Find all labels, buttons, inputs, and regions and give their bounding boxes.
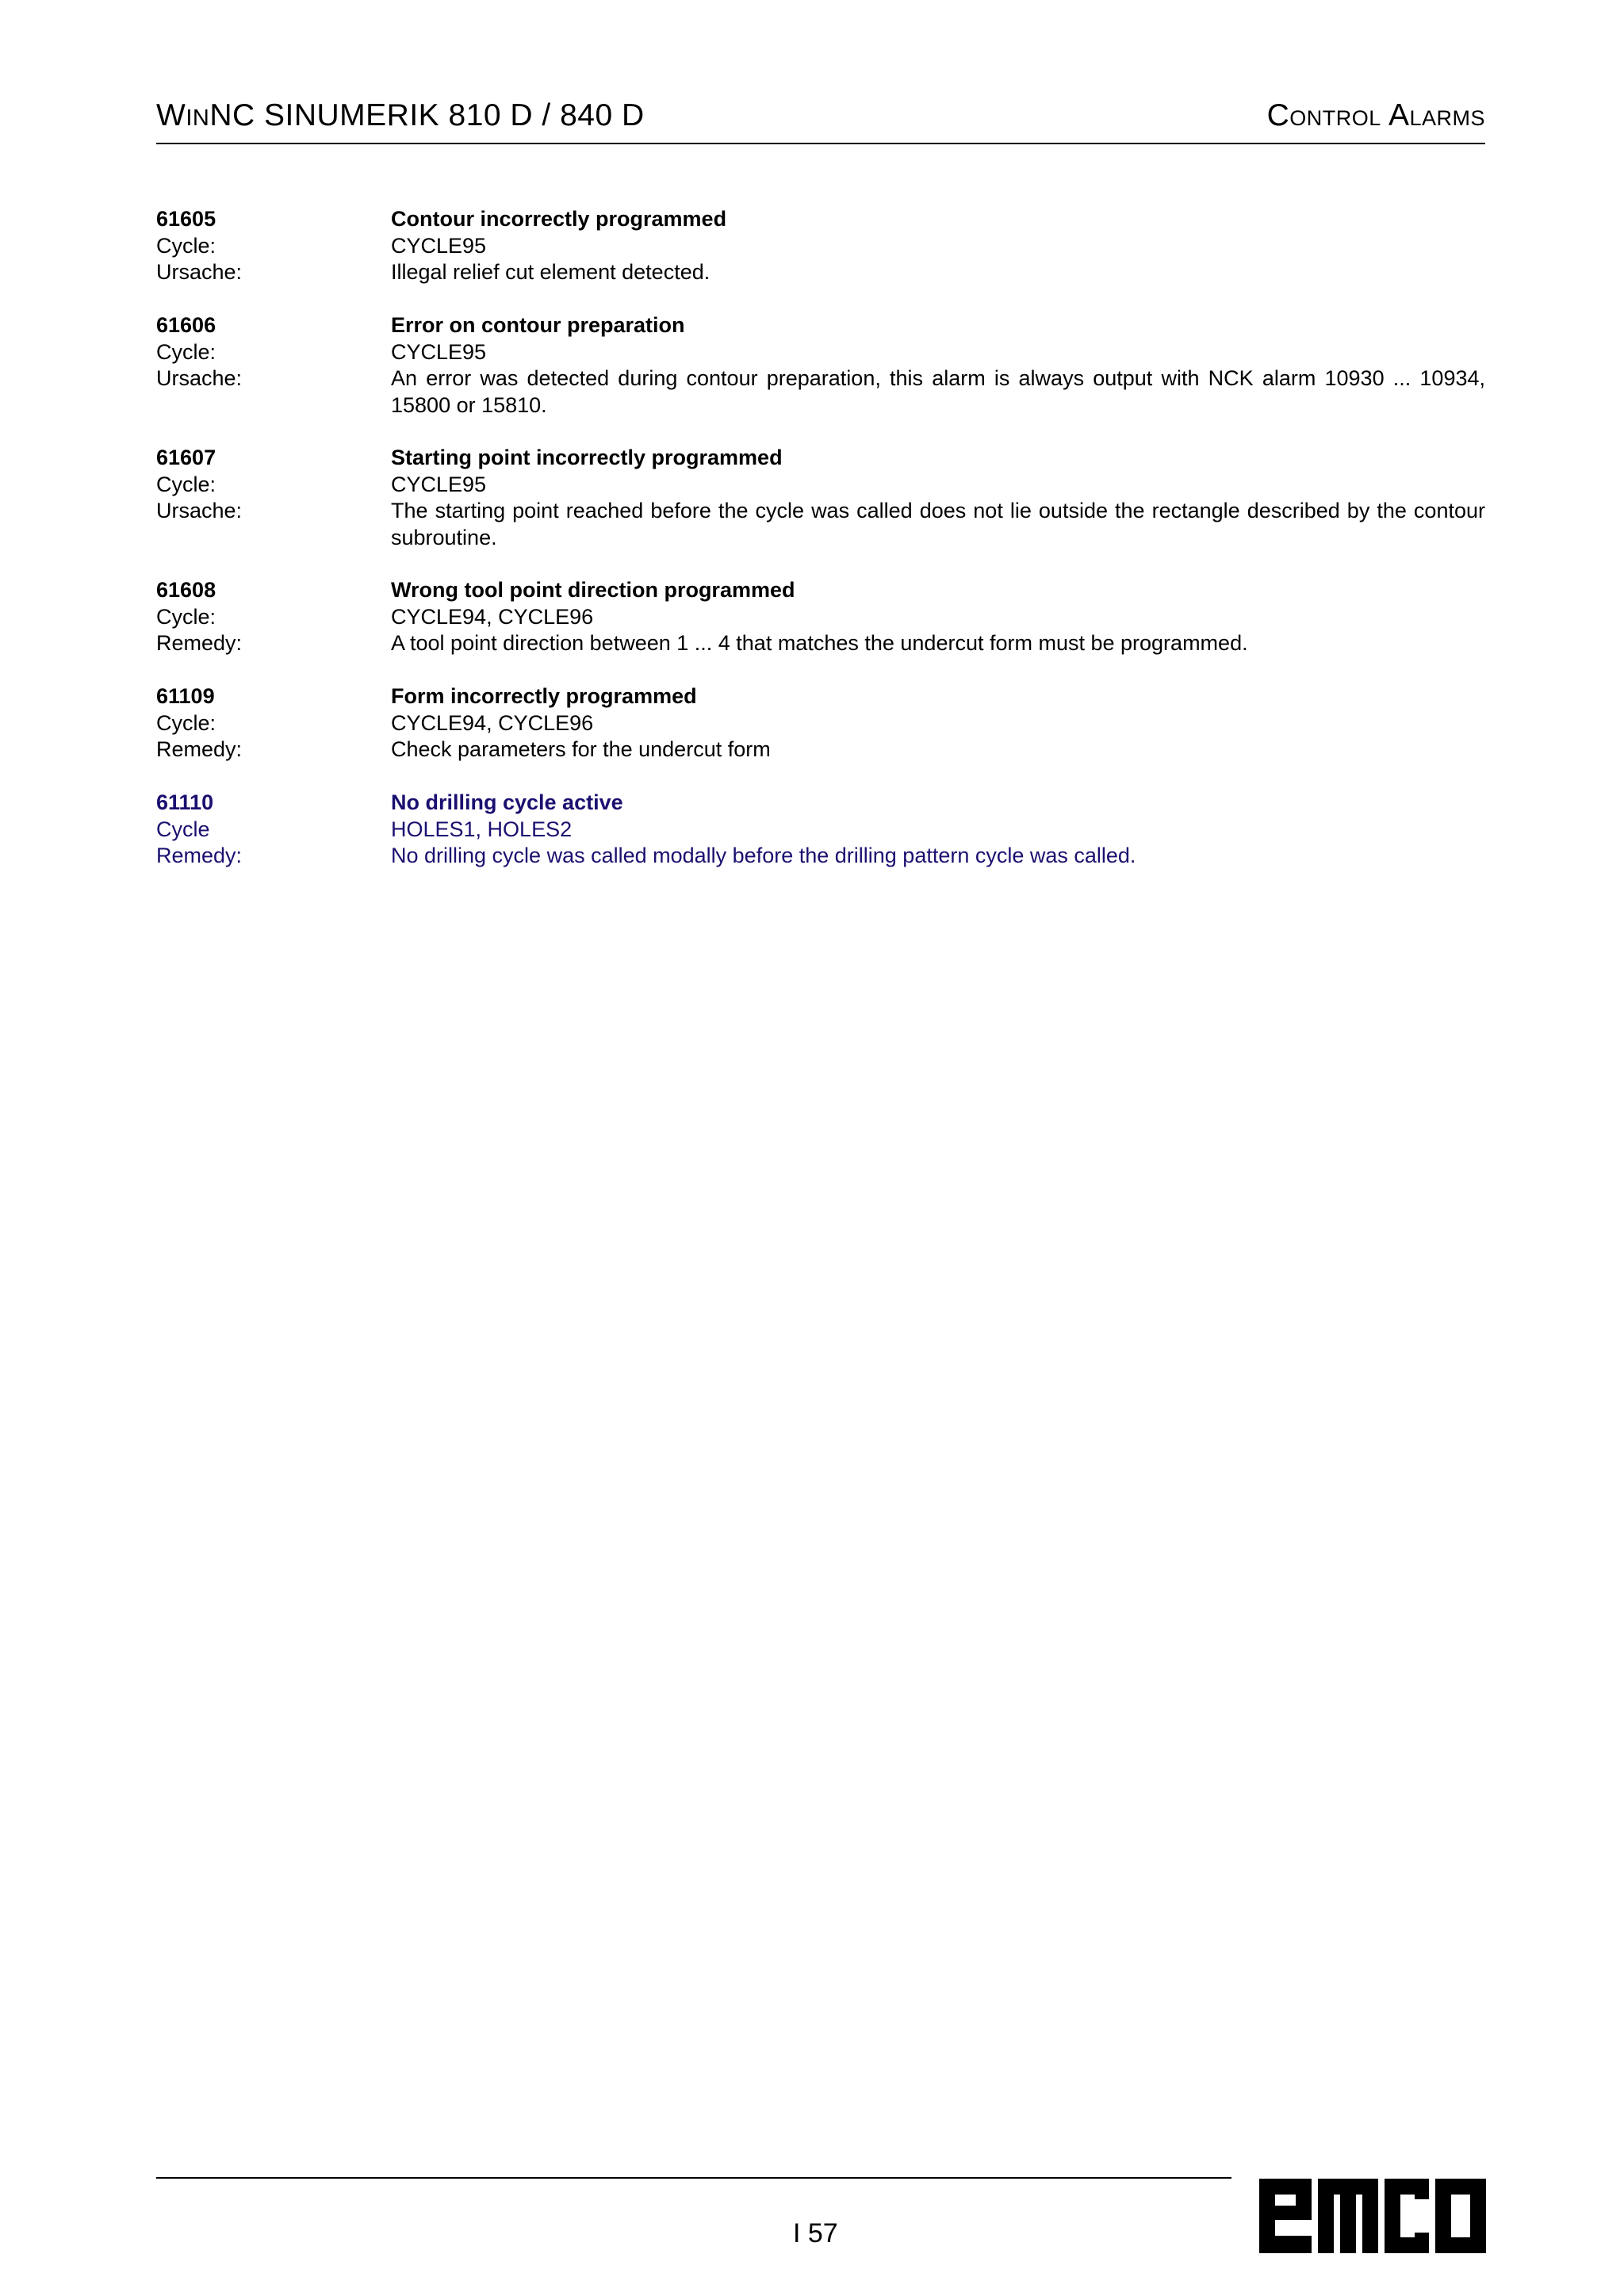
- alarm-number: 61605: [156, 207, 216, 231]
- title-part-w: W: [156, 98, 186, 132]
- alarm-number: 61109: [156, 684, 215, 708]
- detail-text: No drilling cycle was called modally before the drilling pattern cycle was called.: [391, 844, 1136, 867]
- alarm-title: Contour incorrectly programmed: [391, 207, 727, 231]
- title-part-rest: NC SINUMERIK 810 D / 840 D: [209, 98, 645, 132]
- detail-text: Check parameters for the undercut form: [391, 737, 771, 761]
- document-title: [156, 98, 645, 133]
- cycle-value: CYCLE94, CYCLE96: [391, 604, 594, 629]
- alarm-title: Starting point incorrectly programmed: [391, 446, 783, 469]
- page-header: [156, 94, 1485, 144]
- alarm-entry-61605: [156, 206, 1485, 286]
- page-number: I 57: [793, 2218, 838, 2248]
- alarm-entry-61608: [156, 577, 1485, 657]
- emco-logo: [1259, 2179, 1486, 2253]
- detail-text: The starting point reached before the cycle was called does not lie outside the rectangle described by the contour subroutine.: [391, 499, 1485, 549]
- alarm-entry-61109: [156, 683, 1485, 763]
- detail-label: Remedy:: [156, 631, 243, 655]
- alarm-number: 61110: [156, 790, 214, 814]
- detail-label: Ursache:: [156, 499, 243, 522]
- detail-text: A tool point direction between 1 ... 4 that matches the undercut form must be programmed.: [391, 631, 1248, 655]
- cycle-value: CYCLE95: [391, 339, 487, 364]
- alarm-entry-61606: [156, 312, 1485, 419]
- detail-label: Ursache:: [156, 260, 243, 284]
- alarm-title: No drilling cycle active: [391, 790, 623, 814]
- alarm-title: Error on contour preparation: [391, 313, 685, 337]
- cycle-value: CYCLE94, CYCLE96: [391, 710, 594, 735]
- title-part-in: IN: [186, 105, 210, 131]
- alarm-number: 61606: [156, 313, 216, 337]
- alarm-title: Wrong tool point direction programmed: [391, 578, 795, 602]
- cycle-value: CYCLE95: [391, 472, 487, 496]
- alarm-entry-61110: [156, 790, 1485, 870]
- cycle-value: CYCLE95: [391, 233, 487, 258]
- detail-label: Remedy:: [156, 844, 243, 867]
- cycle-label: Cycle:: [156, 604, 216, 629]
- alarm-title: Form incorrectly programmed: [391, 684, 697, 708]
- cycle-label: Cycle:: [156, 710, 216, 735]
- section-title: Control Alarms: [1266, 98, 1485, 132]
- cycle-value: HOLES1, HOLES2: [391, 817, 573, 841]
- detail-text: Illegal relief cut element detected.: [391, 260, 710, 284]
- detail-text: An error was detected during contour preparation, this alarm is always output with NCK alarm 10930 ... 10934, 15800 or 15810.: [391, 366, 1485, 417]
- alarm-number: 61608: [156, 578, 216, 602]
- footer-divider: [156, 2177, 1231, 2179]
- cycle-label: Cycle: [156, 817, 210, 841]
- cycle-label: Cycle:: [156, 339, 216, 364]
- detail-label: Ursache:: [156, 366, 243, 390]
- cycle-label: Cycle:: [156, 233, 216, 258]
- alarm-entry-61607: [156, 445, 1485, 551]
- detail-label: Remedy:: [156, 737, 243, 761]
- alarm-number: 61607: [156, 446, 216, 469]
- cycle-label: Cycle:: [156, 472, 216, 496]
